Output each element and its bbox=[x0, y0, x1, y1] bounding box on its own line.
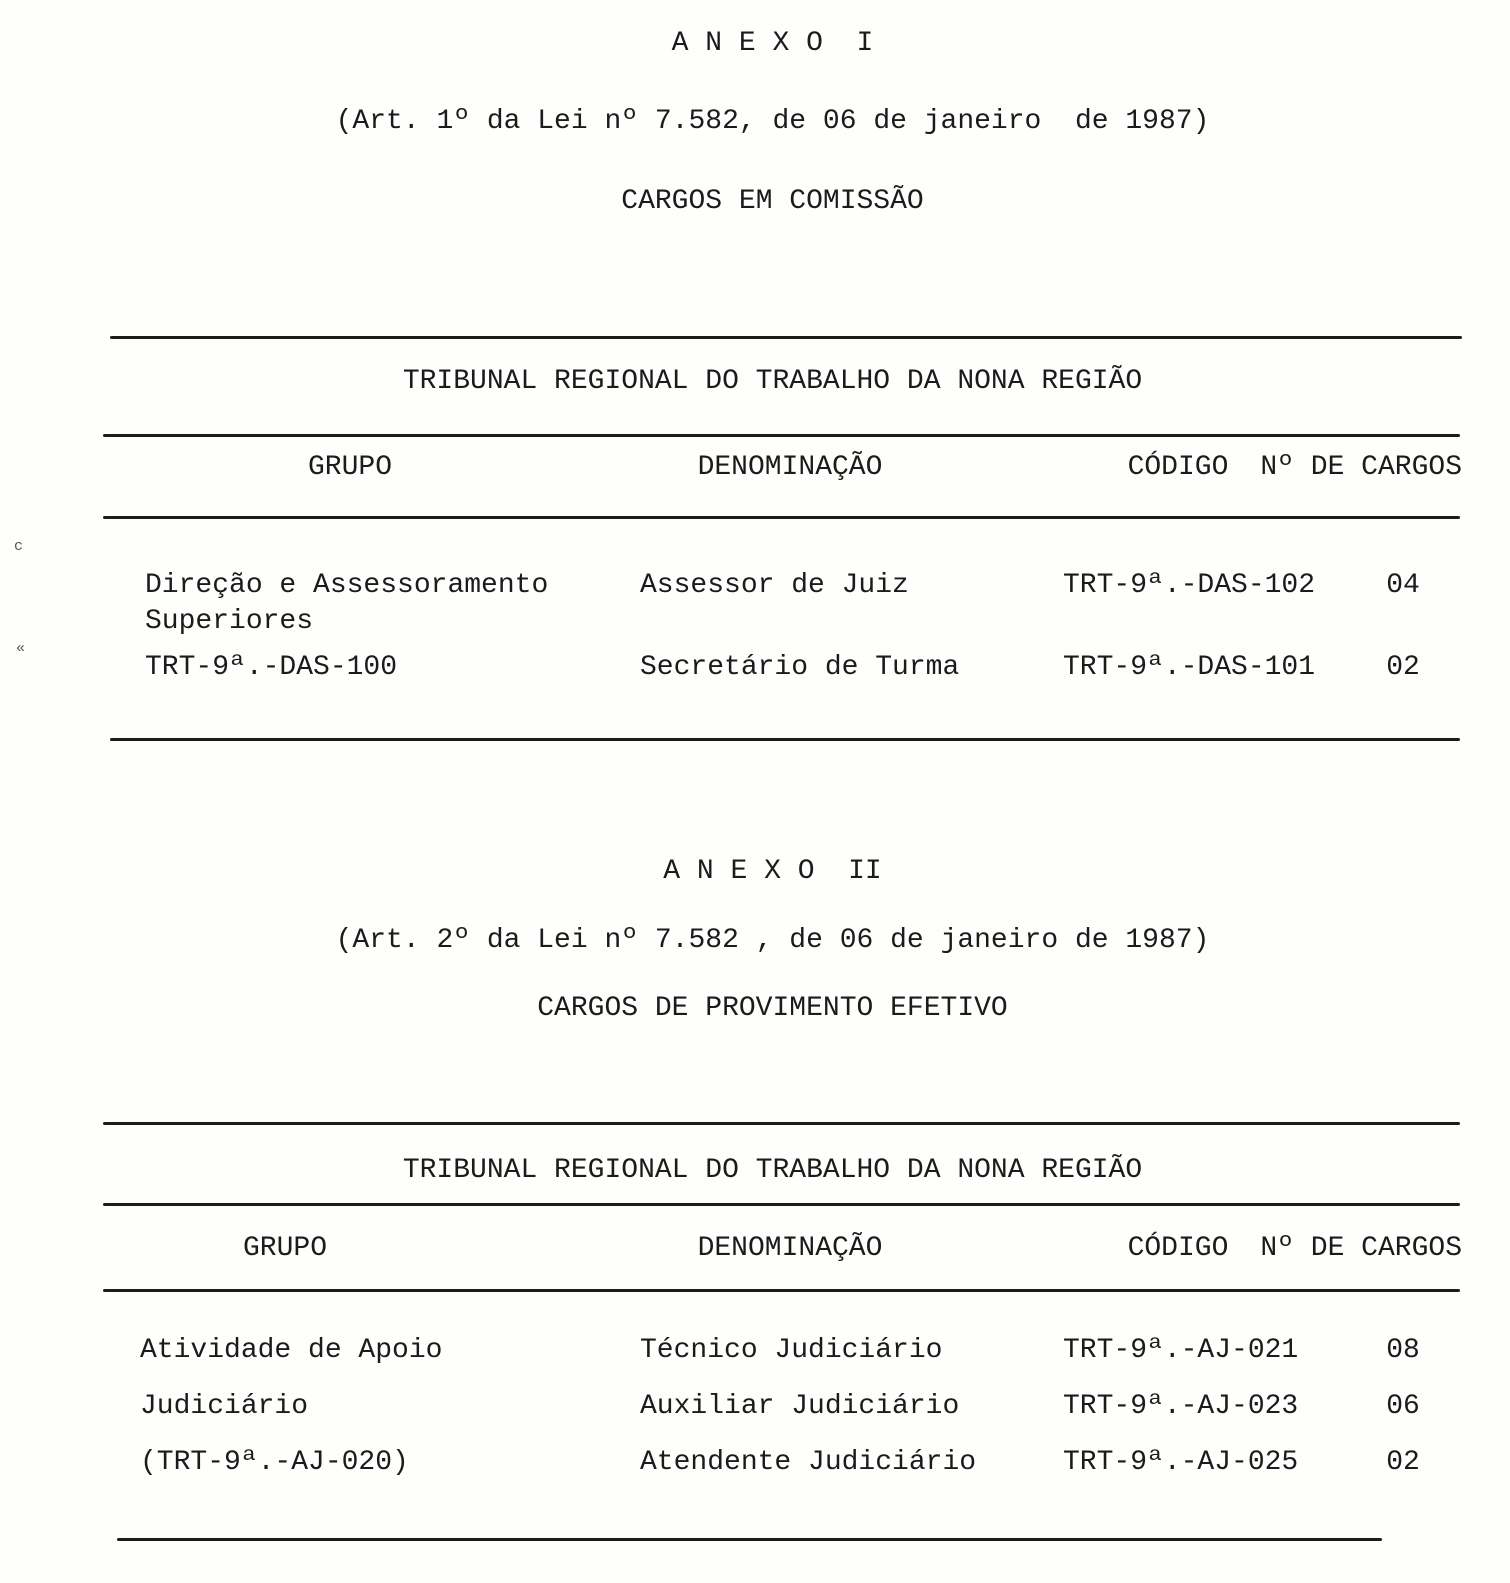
anexo2-heading: CARGOS DE PROVIMENTO EFETIVO bbox=[537, 993, 1008, 1024]
anexo2-title: A N E X O II bbox=[663, 856, 882, 887]
grupo-cell-line: Superiores bbox=[145, 606, 314, 637]
grupo-cell-line: Atividade de Apoio bbox=[140, 1335, 443, 1366]
column-header-codigo: CÓDIGO bbox=[1127, 452, 1229, 483]
grupo-cell-line: (TRT-9ª.-AJ-020) bbox=[140, 1447, 409, 1478]
horizontal-rule bbox=[110, 738, 1460, 741]
horizontal-rule bbox=[103, 1289, 1460, 1292]
scan-artifact: c bbox=[14, 538, 24, 555]
anexo2-subtitle: (Art. 2º da Lei nº 7.582 , de 06 de janeiro de 1987) bbox=[335, 925, 1210, 956]
denominacao-cell: Técnico Judiciário bbox=[640, 1335, 943, 1366]
codigo-cell: TRT-9ª.-DAS-101 bbox=[1063, 652, 1316, 683]
codigo-cell: TRT-9ª.-AJ-021 bbox=[1063, 1335, 1299, 1366]
num-cargos-cell: 08 bbox=[1386, 1335, 1420, 1366]
denominacao-cell: Auxiliar Judiciário bbox=[640, 1391, 960, 1422]
num-cargos-cell: 06 bbox=[1386, 1391, 1420, 1422]
column-header-grupo: GRUPO bbox=[242, 1233, 327, 1264]
column-header-grupo: GRUPO bbox=[307, 452, 392, 483]
denominacao-cell: Assessor de Juiz bbox=[640, 570, 909, 601]
anexo1-subtitle: (Art. 1º da Lei nº 7.582, de 06 de janeiro de 1987) bbox=[335, 106, 1210, 137]
horizontal-rule bbox=[103, 434, 1460, 437]
column-header-denominacao: DENOMINAÇÃO bbox=[697, 1233, 883, 1264]
num-cargos-cell: 04 bbox=[1386, 570, 1420, 601]
grupo-cell-line: Direção e Assessoramento bbox=[145, 570, 549, 601]
num-cargos-cell: 02 bbox=[1386, 652, 1420, 683]
grupo-cell-line: Judiciário bbox=[140, 1391, 309, 1422]
anexo1-table-title: TRIBUNAL REGIONAL DO TRABALHO DA NONA REGIÃO bbox=[402, 366, 1143, 397]
grupo-cell-line: TRT-9ª.-DAS-100 bbox=[145, 652, 398, 683]
scan-artifact: « bbox=[16, 640, 26, 657]
codigo-cell: TRT-9ª.-AJ-025 bbox=[1063, 1447, 1299, 1478]
anexo1-heading: CARGOS EM COMISSÃO bbox=[621, 186, 924, 217]
denominacao-cell: Atendente Judiciário bbox=[640, 1447, 977, 1478]
horizontal-rule bbox=[103, 1122, 1460, 1125]
horizontal-rule bbox=[103, 516, 1460, 519]
num-cargos-cell: 02 bbox=[1386, 1447, 1420, 1478]
column-header-num-cargos: Nº DE CARGOS bbox=[1260, 452, 1462, 483]
column-header-codigo: CÓDIGO bbox=[1127, 1233, 1229, 1264]
horizontal-rule bbox=[110, 336, 1462, 339]
column-header-num-cargos: Nº DE CARGOS bbox=[1260, 1233, 1462, 1264]
column-header-denominacao: DENOMINAÇÃO bbox=[697, 452, 883, 483]
horizontal-rule bbox=[117, 1538, 1382, 1541]
codigo-cell: TRT-9ª.-DAS-102 bbox=[1063, 570, 1316, 601]
horizontal-rule bbox=[103, 1203, 1460, 1206]
denominacao-cell: Secretário de Turma bbox=[640, 652, 960, 683]
anexo2-table-title: TRIBUNAL REGIONAL DO TRABALHO DA NONA REGIÃO bbox=[402, 1155, 1143, 1186]
codigo-cell: TRT-9ª.-AJ-023 bbox=[1063, 1391, 1299, 1422]
anexo1-title: A N E X O I bbox=[671, 28, 874, 59]
